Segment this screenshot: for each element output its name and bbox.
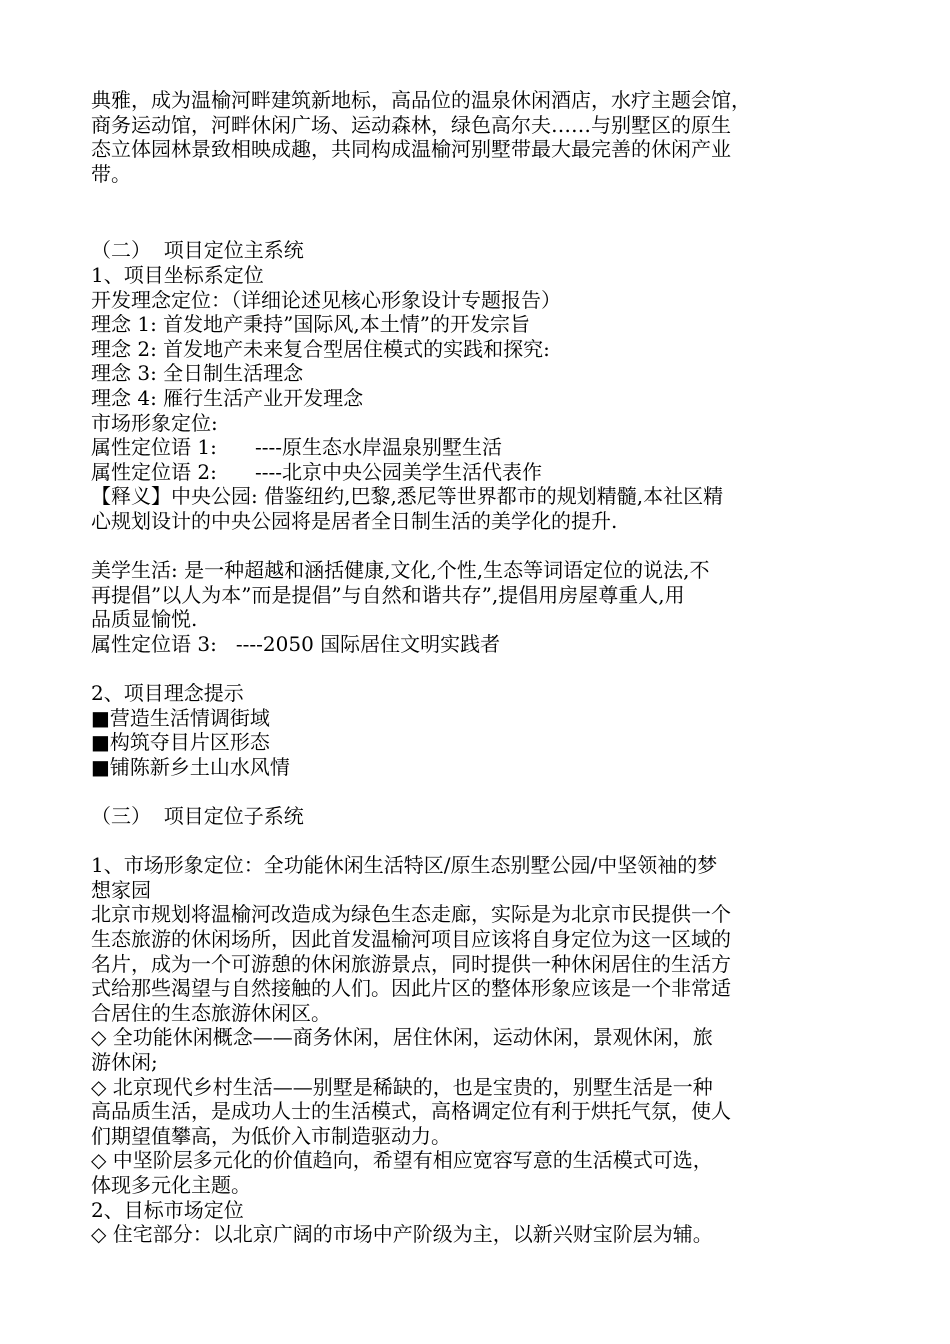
spacer — [91, 534, 871, 559]
text-line: 式给那些渴望与自然接触的人们。因此片区的整体形象应该是一个非常适 — [91, 976, 731, 1001]
spacer — [91, 779, 871, 804]
subsection-heading: 2、项目理念提示 — [91, 681, 244, 706]
concept-hints — [91, 681, 871, 779]
diamond-item: ◇ 北京现代乡村生活——别墅是稀缺的，也是宝贵的，别墅生活是一种 — [91, 1074, 713, 1099]
diamond-item: ◇ 中坚阶层多元化的价值趋向，希望有相应宽容写意的生活模式可选， — [91, 1148, 713, 1173]
aesthetic-paragraph — [91, 558, 871, 656]
text-line: 开发理念定位：（详细论述见核心形象设计专题报告） — [91, 287, 561, 312]
bullet-item: ■铺陈新乡土山水风情 — [91, 754, 290, 779]
subsection-heading: 2、目标市场定位 — [91, 1197, 244, 1222]
bullet-item: ■构筑夺目片区形态 — [91, 730, 270, 755]
text-line: 名片，成为一个可游憩的休闲旅游景点，同时提供一种休闲居住的生活方 — [91, 951, 731, 976]
text-line: 带。 — [91, 161, 131, 186]
text-line: 心规划设计的中央公园将是居者全日制生活的美学化的提升. — [91, 508, 618, 533]
section-three-heading: （三） 项目定位子系统 — [91, 804, 304, 829]
text-line: 们期望值攀高，为低价入市制造驱动力。 — [91, 1123, 451, 1148]
section-three-title-block — [91, 804, 871, 829]
text-line: 生态旅游的休闲场所，因此首发温榆河项目应该将自身定位为这一区域的 — [91, 927, 731, 951]
diamond-item: ◇ 全功能休闲概念——商务休闲，居住休闲，运动休闲，景观休闲，旅 — [91, 1025, 713, 1050]
text-line: 市场形象定位: — [91, 410, 218, 435]
text-line: 体现多元化主题。 — [91, 1172, 251, 1197]
concept-line: 理念 2: 首发地产未来复合型居住模式的实践和探究: — [91, 336, 550, 361]
bullet-item: ■营造生活情调街域 — [91, 705, 270, 730]
text-line: 想家园 — [91, 877, 151, 902]
section-three — [91, 853, 871, 1247]
document-page — [91, 88, 871, 1247]
text-line: 游休闲; — [91, 1049, 158, 1074]
intro-paragraph — [91, 88, 871, 186]
text-line: 【释义】中央公园: 借鉴纽约,巴黎,悉尼等世界都市的规划精髓,本社区精 — [91, 484, 724, 509]
spacer — [91, 656, 871, 681]
subsection-heading: 1、项目坐标系定位 — [91, 262, 264, 287]
attribute-line: 属性定位语 2: ----北京中央公园美学生活代表作 — [91, 459, 542, 484]
diamond-item: ◇ 住宅部分：以北京广阔的市场中产阶级为主，以新兴财宝阶层为辅。 — [91, 1222, 713, 1247]
text-line: 再提倡”以人为本”而是提倡”与自然和谐共存”,提倡用房屋尊重人,用 — [91, 582, 685, 607]
attribute-line: 属性定位语 3: ----2050 国际居住文明实践者 — [91, 631, 501, 656]
text-line: 典雅，成为温榆河畔建筑新地标，高品位的温泉休闲酒店，水疗主题会馆， — [91, 88, 751, 112]
spacer — [91, 186, 871, 238]
concept-line: 理念 4: 雁行生活产业开发理念 — [91, 385, 364, 410]
text-line: 品质显愉悦. — [91, 607, 198, 632]
spacer — [91, 829, 871, 854]
concept-line: 理念 3: 全日制生活理念 — [91, 361, 304, 386]
text-line: 态立体园林景致相映成趣，共同构成温榆河别墅带最大最完善的休闲产业 — [91, 137, 731, 162]
text-line: 合居住的生态旅游休闲区。 — [91, 1000, 331, 1025]
text-line: 北京市规划将温榆河改造成为绿色生态走廊，实际是为北京市民提供一个 — [91, 902, 731, 927]
text-line: 高品质生活，是成功人士的生活模式，高格调定位有利于烘托气氛，使人 — [91, 1099, 731, 1124]
section-two — [91, 238, 871, 533]
concept-line: 理念 1: 首发地产秉持”国际风,本土情”的开发宗旨 — [91, 312, 530, 337]
section-two-heading: （二） 项目定位主系统 — [91, 238, 304, 263]
text-line: 商务运动馆，河畔休闲广场、运动森林，绿色高尔夫……与别墅区的原生 — [91, 112, 731, 137]
subsection-heading: 1、市场形象定位：全功能休闲生活特区/原生态别墅公园/中坚领袖的梦 — [91, 853, 718, 878]
text-line: 美学生活: 是一种超越和涵括健康,文化,个性,生态等词语定位的说法,不 — [91, 558, 710, 583]
attribute-line: 属性定位语 1: ----原生态水岸温泉别墅生活 — [91, 435, 502, 460]
